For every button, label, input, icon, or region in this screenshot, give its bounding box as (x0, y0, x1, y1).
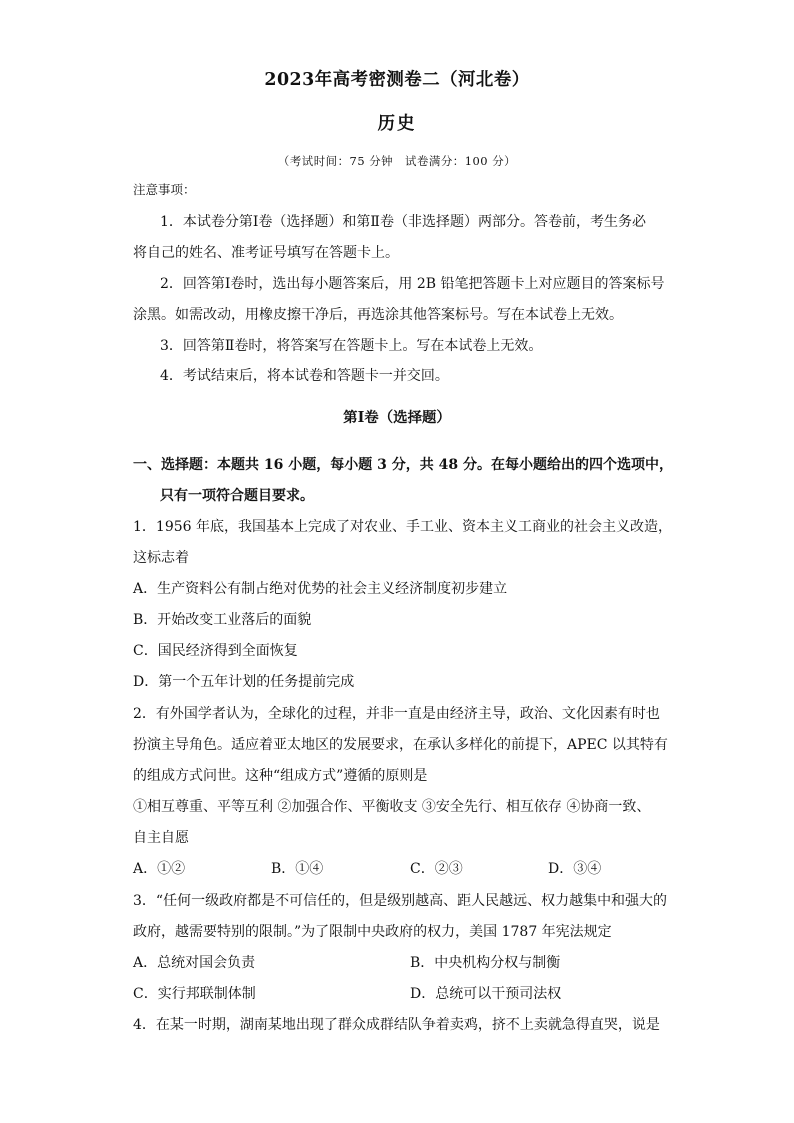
option-d: D．③④ (548, 861, 602, 877)
section-heading: 第Ⅰ卷（选择题） (343, 409, 451, 426)
option-b: B．中央机构分权与制衡 (410, 955, 561, 971)
exam-info: （考试时间：75 分钟 试卷满分：100 分） (277, 154, 517, 168)
note-line: 涂黑。如需改动，用橡皮擦干净后，再选涂其他答案标号。写在本试卷上无效。 (133, 307, 623, 323)
note-line: 1．本试卷分第Ⅰ卷（选择题）和第Ⅱ卷（非选择题）两部分。答卷前，考生务必 (160, 214, 646, 230)
note-line: 3．回答第Ⅱ卷时，将答案写在答题卡上。写在本试卷上无效。 (160, 338, 543, 354)
subject-title: 历史 (377, 114, 417, 134)
option-c: C．国民经济得到全面恢复 (133, 643, 298, 659)
note-line: 4．考试结束后，将本试卷和答题卡一并交回。 (160, 368, 449, 384)
question-stem: 这标志着 (133, 550, 189, 566)
section-instruction: 只有一项符合题目要求。 (160, 488, 314, 504)
question-items: ①相互尊重、平等互利 ②加强合作、平衡收支 ③安全先行、相互依存 ④协商一致、 (133, 799, 651, 815)
exam-title: 2023年高考密测卷二（河北卷） (264, 70, 530, 90)
question-items: 自主自愿 (133, 830, 189, 846)
option-a: A．生产资料公有制占绝对优势的社会主义经济制度初步建立 (133, 581, 508, 597)
option-c: C．②③ (410, 861, 463, 877)
note-line: 2．回答第Ⅰ卷时，选出每小题答案后，用 2B 铅笔把答题卡上对应题目的答案标号 (160, 276, 665, 292)
options-row (133, 859, 673, 879)
question-stem: 政府，越需要特别的限制。”为了限制中央政府的权力，美国 1787 年宪法规定 (133, 924, 612, 940)
option-c: C．实行邦联制体制 (133, 986, 256, 1002)
question-stem: 2．有外国学者认为，全球化的过程，并非一直是由经济主导，政治、文化因素有时也 (133, 706, 660, 722)
question-stem: 4．在某一时期，湖南某地出现了群众成群结队争着卖鸡，挤不上卖就急得直哭，说是 (133, 1017, 660, 1033)
option-b: B．开始改变工业落后的面貌 (133, 612, 312, 628)
question-stem: 的组成方式问世。这种“组成方式”遵循的原则是 (133, 768, 428, 784)
note-line: 将自己的姓名、准考证号填写在答题卡上。 (133, 245, 399, 261)
option-a: A．①② (133, 861, 186, 877)
question-stem: 扮演主导角色。适应着亚太地区的发展要求，在承认多样化的前提下，APEC 以其特有 (133, 737, 668, 753)
option-d: D．总统可以干预司法权 (410, 986, 562, 1002)
options-row (133, 984, 673, 1004)
question-stem: 3．“任何一级政府都是不可信任的，但是级别越高、距人民越远、权力越集中和强大的 (133, 893, 668, 909)
options-row (133, 953, 673, 973)
option-d: D．第一个五年计划的任务提前完成 (133, 674, 355, 690)
option-b: B．①④ (271, 861, 324, 877)
option-a: A．总统对国会负责 (133, 955, 256, 971)
notes-heading: 注意事项： (133, 182, 196, 197)
section-instruction: 一、选择题：本题共 16 小题，每小题 3 分，共 48 分。在每小题给出的四个选项中， (133, 457, 673, 473)
question-stem: 1．1956 年底，我国基本上完成了对农业、手工业、资本主义工商业的社会主义改造， (133, 519, 672, 535)
